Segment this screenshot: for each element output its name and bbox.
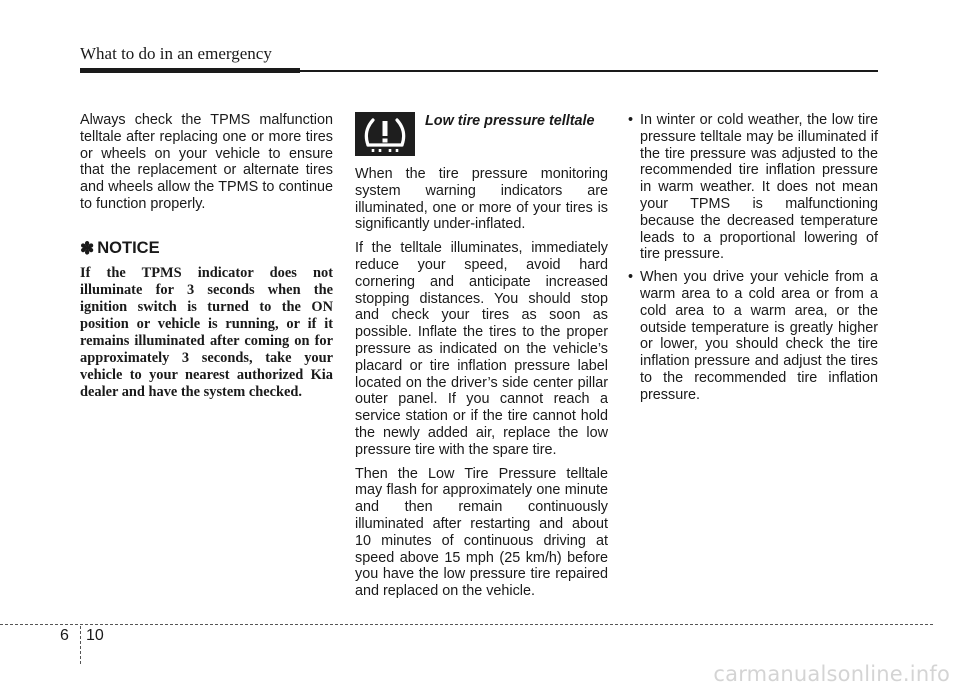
tire-pressure-warning-icon (355, 112, 415, 156)
bullet-text: When you drive your vehicle from a warm area to a cold area or from a cold area to a warm area, or the outside temperature is greatly higher or lower, you should check the tire inflation pressure and adjust the tires to the recommended tire inflation pressure. (640, 269, 878, 403)
bullet-item (625, 112, 878, 263)
notice-star-icon: ✽ (80, 238, 95, 258)
intro-paragraph: Always check the TPMS malfunction telltale after replacing one or more tires or wheels on your vehicle to ensure that the replacement or alternate tires and wheels allow the TPMS to continue to function properly. (80, 112, 333, 212)
page-number: 10 (86, 627, 104, 644)
paragraph-1: When the tire pressure monitoring system warning indicators are illuminated, one or more of your tires is significantly under-inflated. (355, 166, 608, 233)
header-rule (80, 70, 878, 72)
section-heading: Low tire pressure telltale (425, 113, 595, 129)
bullet-item (625, 269, 878, 403)
bullet-text: In winter or cold weather, the low tire pressure telltale may be illuminated if the tire pressure was adjusted to the recommended tire inflation pressure in warm weather. It does not mean your TPMS is malfunctioning because the decreased temperature leads to a proportional lowering of tire pressure. (640, 112, 878, 263)
footer-dashed-rule (0, 624, 933, 625)
notice-heading (80, 239, 333, 259)
chapter-number: 6 (60, 627, 69, 644)
paragraph-2: If the telltale illuminates, immediately reduce your speed, avoid hard cornering and anticipate increased stopping distances. You should stop and check your tires as soon as possible. Inflate the tires to the proper pressure as indicated on the vehicle’s placard or tire inflation pressure label located on the driver’s side center pillar outer panel. If you cannot reach a service station or if the tire cannot hold the newly added air, replace the low pressure tire with the spare tire. (355, 240, 608, 458)
bullet-icon: • (628, 112, 634, 128)
column-1 (80, 112, 333, 401)
bullet-list (625, 112, 878, 404)
page-header-title: What to do in an emergency (80, 44, 272, 63)
tire-pressure-warning-icon-graphic (359, 114, 411, 154)
column-2 (355, 112, 608, 607)
bullet-icon: • (628, 269, 634, 286)
notice-title: NOTICE (97, 239, 160, 258)
watermark: carmanualsonline.info (713, 662, 950, 686)
footer-vertical-rule (80, 626, 81, 664)
notice-text: If the TPMS indicator does not illuminate for 3 seconds when the ignition switch is turned to the ON position or vehicle is running, or if it remains illuminated after coming on for approximately 3 seconds, take your vehicle to your nearest authorized Kia dealer and have the system checked. (80, 264, 333, 400)
column-3 (625, 112, 878, 410)
paragraph-3: Then the Low Tire Pressure telltale may flash for approximately one minute and then remain continuously illuminated after restarting and about 10 minutes of continuous driving at speed above 15 mph (25 km/h) before you have the low pressure tire repaired and replaced on the vehicle. (355, 465, 608, 600)
